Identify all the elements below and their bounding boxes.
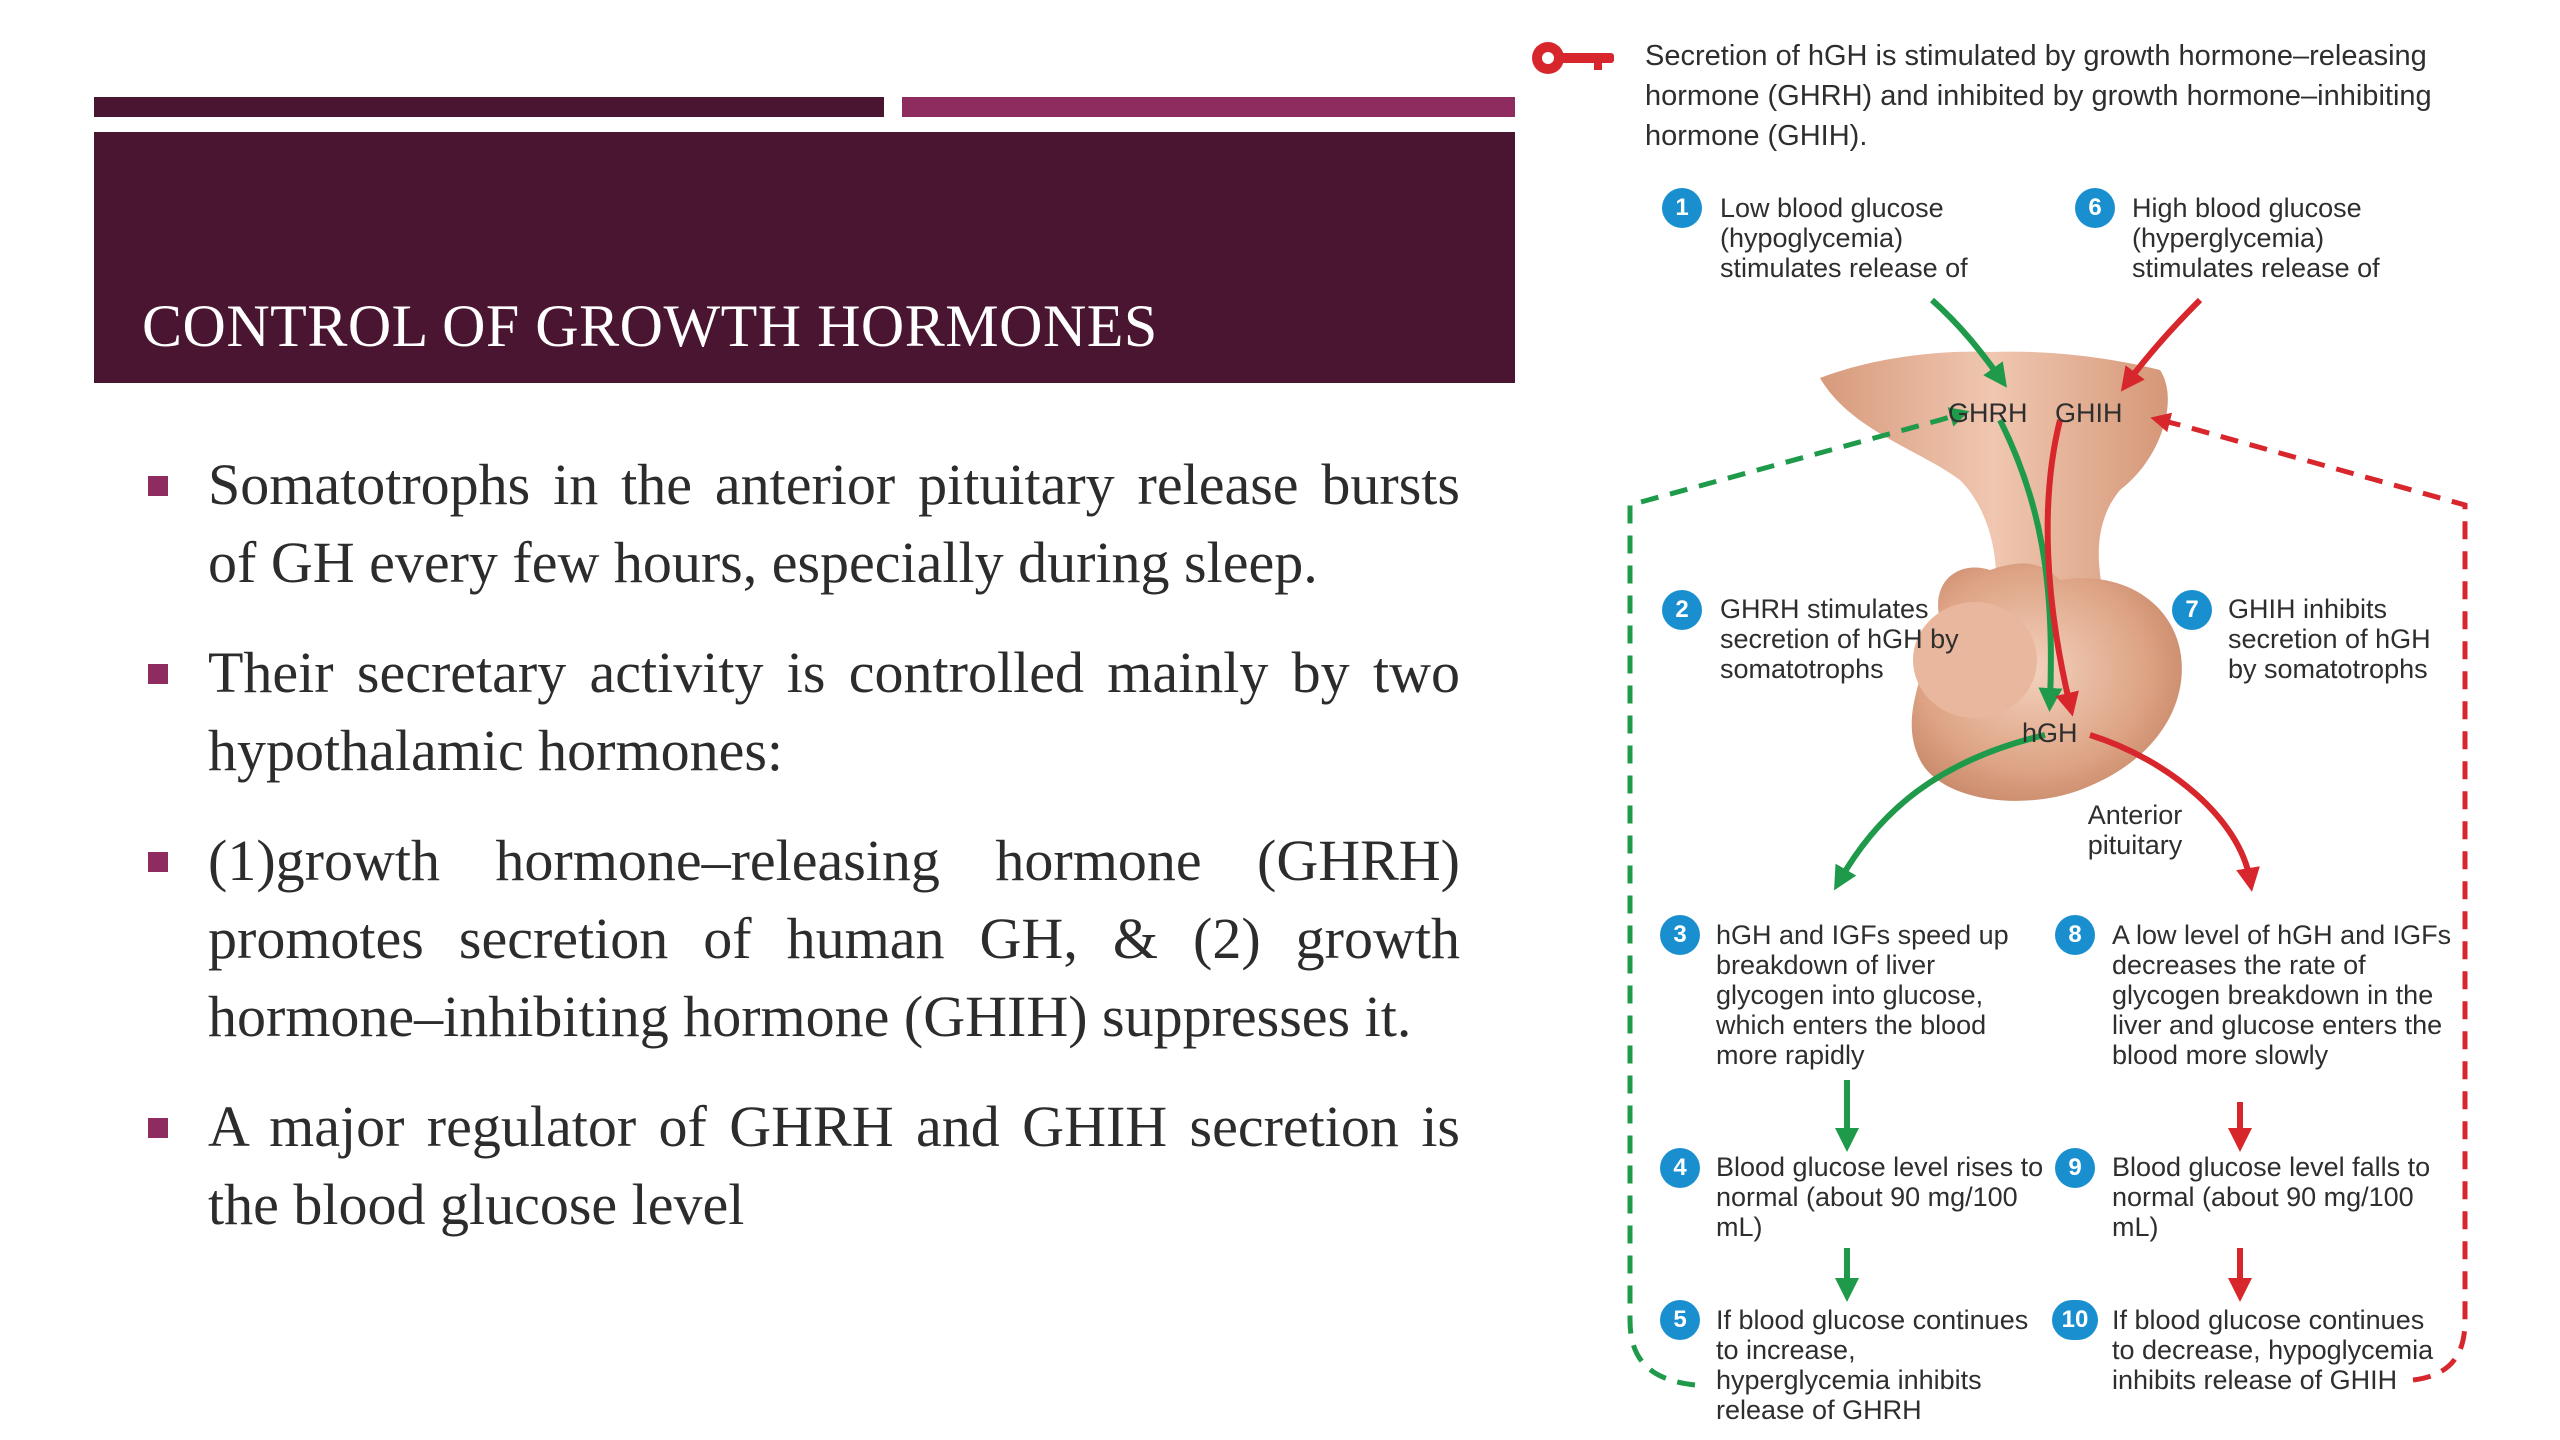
step-badge: 7 [2172,590,2212,630]
diagram-intro: Secretion of hGH is stimulated by growth hormone–releasing hormone (GHRH) and inhibited by growth hormone–inhibiting hormone (GHIH). [1645,40,2432,152]
ghih-label: GHIH [2055,398,2123,428]
step-badge: 10 [2052,1300,2098,1340]
step-badge: 5 [1660,1300,1700,1340]
slide-title: CONTROL OF GROWTH HORMONES [142,293,1158,359]
bullet-item [140,446,1460,602]
step-badge: 3 [1660,915,1700,955]
bullet-list [140,446,1460,1276]
title-accent-bar-dark [94,97,884,117]
bullet-text: Somatotrophs in the anterior pituitary release bursts of GH every few hours, especially during sleep. [208,452,1460,595]
step-badge: 2 [1662,590,1702,630]
hypothalamus-shape [1820,352,2168,600]
step-7-text: GHIH inhibits secretion of hGH by somatotrophs [2228,594,2431,684]
bullet-marker [148,852,168,872]
step-badge: 6 [2075,188,2115,228]
hgh-label: hGH [2022,718,2078,748]
step-10-text: If blood glucose continues to decrease, hypoglycemia inhibits release of GHIH [2112,1305,2434,1395]
step-badge: 9 [2055,1148,2095,1188]
bullet-marker [148,1118,168,1138]
step-5-text: If blood glucose continues to increase, hyperglycemia inhibits release of GHRH [1716,1305,2029,1425]
bullet-item [140,822,1460,1056]
bullet-text: Their secretary activity is controlled mainly by two hypothalamic hormones: [208,640,1460,783]
bullet-text: (1)growth hormone–releasing hormone (GHRH) promotes secretion of human GH, & (2) growth hormone–inhibiting hormone (GHIH) suppresses it. [208,828,1460,1049]
title-accent-bar-light [902,97,1515,117]
step-3-text: hGH and IGFs speed up breakdown of liver glycogen into glucose, which enters the blood more rapidly [1716,920,2009,1070]
step-badge: 4 [1660,1148,1700,1188]
step-4-text: Blood glucose level rises to normal (about 90 mg/100 mL) [1716,1152,2044,1242]
step-6-text: High blood glucose (hyperglycemia) stimulates release of [2132,193,2380,283]
step-8-text: A low level of hGH and IGFs decreases the rate of glycogen breakdown in the liver and glucose enters the blood more slowly [2112,920,2452,1070]
hgh-regulation-diagram [1520,0,2560,1440]
bullet-item [140,1088,1460,1244]
ghrh-label: GHRH [1948,398,2028,428]
bullet-text: A major regulator of GHRH and GHIH secretion is the blood glucose level [208,1094,1460,1237]
key-icon [1528,38,1618,78]
anterior-pituitary-label: Anterior pituitary [2087,800,2183,860]
step-1-text: Low blood glucose (hypoglycemia) stimulates release of [1720,193,1968,283]
arrow-high-glucose-to-ghih [2128,300,2200,382]
step-badge: 8 [2055,915,2095,955]
title-band [94,132,1515,383]
step-9-text: Blood glucose level falls to normal (about 90 mg/100 mL) [2112,1152,2431,1242]
bullet-marker [148,476,168,496]
step-badge: 1 [1662,188,1702,228]
step-2-text: GHRH stimulates secretion of hGH by somatotrophs [1720,594,1959,684]
bullet-item [140,634,1460,790]
bullet-marker [148,664,168,684]
